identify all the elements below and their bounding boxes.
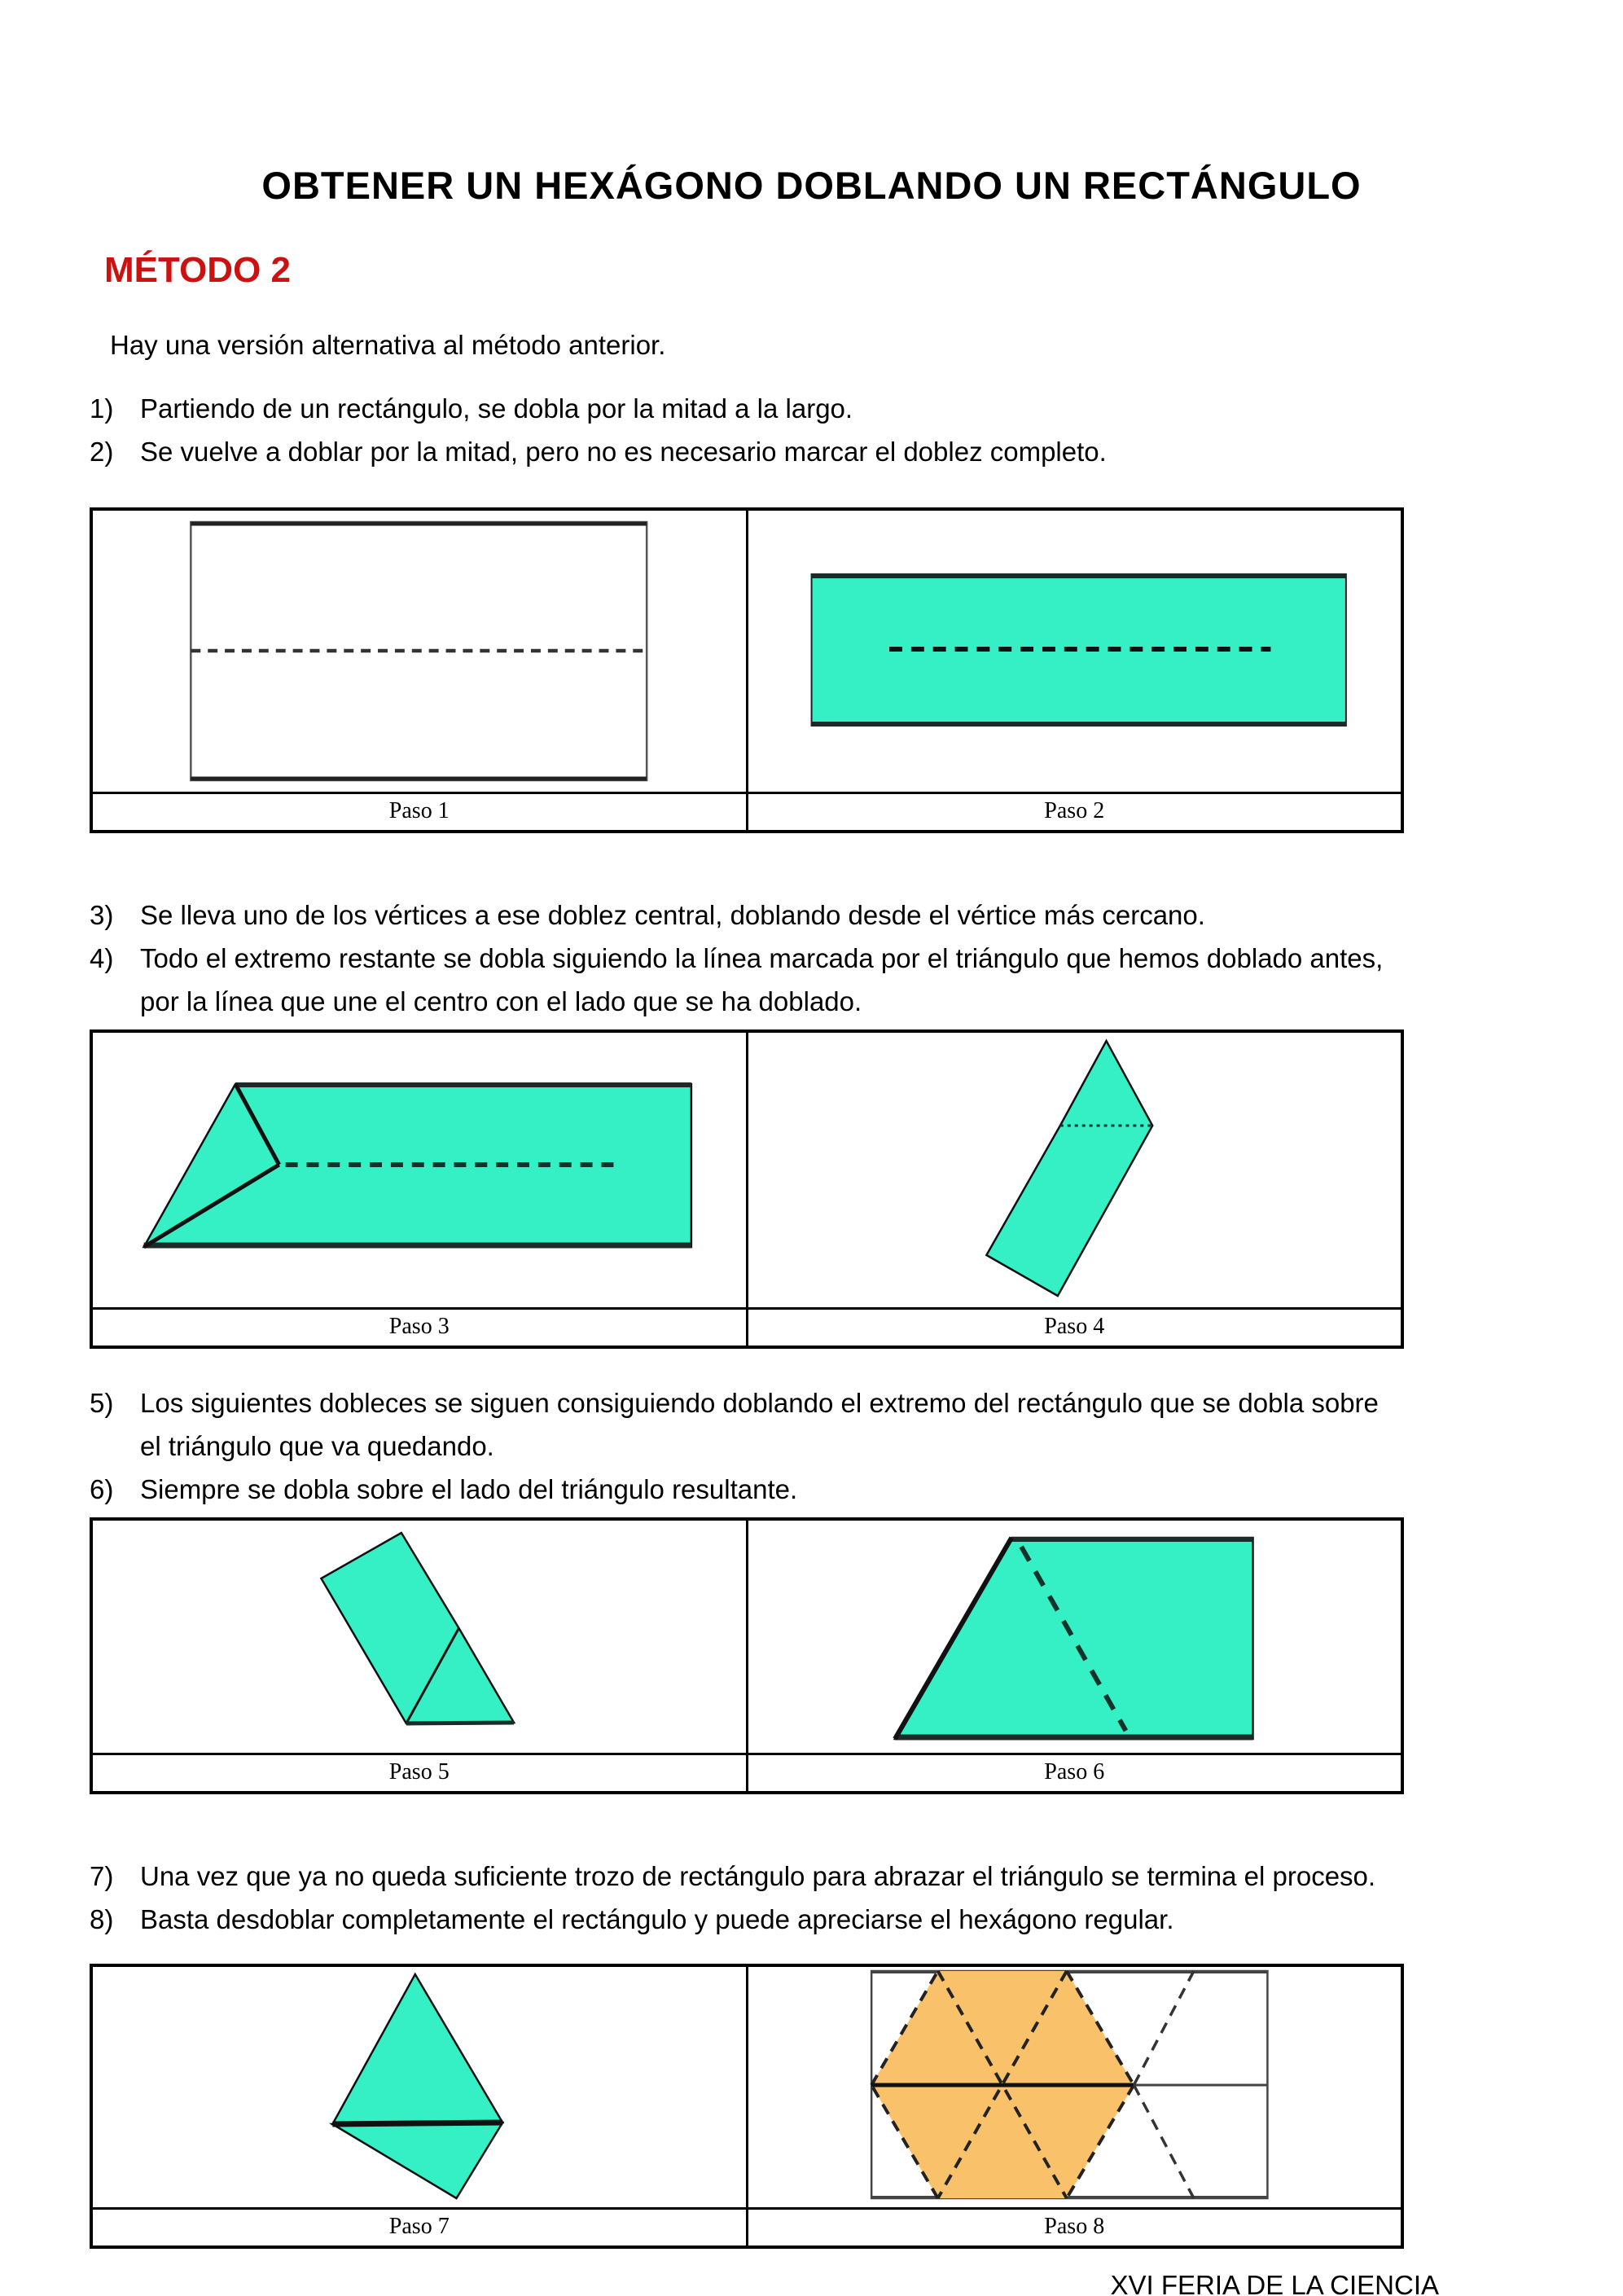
step-text: Se lleva uno de los vértices a ese doblez central, doblando desde el vértice más cercano. (140, 900, 1205, 930)
step-number: 5) (90, 1388, 114, 1418)
caption-row (93, 792, 1401, 830)
steps-1-2 (90, 387, 1533, 473)
caption-row (93, 2207, 1401, 2246)
final-triangle-lower-shape (332, 2123, 502, 2198)
figure-panel-paso-1 (93, 511, 746, 792)
step-text: Basta desdoblar completamente el rectángulo y puede apreciarse el hexágono regular. (140, 1904, 1174, 1934)
step-item-5 (90, 1381, 1533, 1468)
step-item-2 (90, 430, 1533, 473)
paso-4-drawing (748, 1033, 1401, 1307)
step-number: 8) (90, 1904, 114, 1934)
step-number: 6) (90, 1474, 114, 1504)
step-number: 7) (90, 1861, 114, 1891)
caption-paso-1: Paso 1 (388, 798, 450, 823)
step-number: 3) (90, 900, 114, 930)
steps-3-4 (90, 893, 1533, 1023)
paso-2-drawing (748, 511, 1401, 792)
step-item-6 (90, 1468, 1533, 1511)
caption-paso-5: Paso 5 (388, 1759, 450, 1785)
outer-fold-dashed-lower (1134, 2085, 1194, 2198)
outer-fold-dashed-upper (1134, 1971, 1194, 2085)
trapezoid-fold-shape (894, 1538, 1252, 1739)
caption-paso-4: Paso 4 (746, 1310, 1401, 1346)
caption-paso-6: Paso 6 (746, 1755, 1401, 1791)
paso-6-drawing (748, 1521, 1401, 1753)
step-number: 1) (90, 393, 114, 424)
paso-8-drawing (748, 1967, 1401, 2207)
paso-5-drawing (93, 1521, 746, 1753)
intro-text: Hay una versión alternativa al método anterior. (110, 330, 666, 360)
figure-panel-paso-8 (746, 1967, 1401, 2207)
figure-panel-paso-7 (93, 1967, 746, 2207)
caption-row (93, 1753, 1401, 1791)
figure-panel-paso-2 (746, 511, 1401, 792)
caption-paso-7: Paso 7 (388, 2214, 450, 2239)
folded-strip-with-triangle-shape (321, 1533, 514, 1723)
step-item-3 (90, 893, 1533, 937)
page-title: OBTENER UN HEXÁGONO DOBLANDO UN RECTÁNGULO (261, 164, 1362, 207)
paso-7-drawing (93, 1967, 746, 2207)
fold-divider-line (332, 2123, 502, 2124)
step-text: Partiendo de un rectángulo, se dobla por la mitad a la largo. (140, 393, 853, 424)
step-item-8 (90, 1898, 1533, 1941)
paso-3-drawing (93, 1033, 746, 1307)
final-triangle-upper-shape (332, 1974, 502, 2124)
caption-paso-8: Paso 8 (746, 2210, 1401, 2246)
paso-1-drawing (93, 511, 746, 792)
step-item-7 (90, 1855, 1533, 1898)
step-text: Siempre se dobla sobre el lado del triángulo resultante. (140, 1474, 798, 1504)
step-number: 4) (90, 943, 114, 973)
steps-7-8 (90, 1855, 1533, 1941)
figure-panel-paso-6 (746, 1521, 1401, 1753)
steps-5-6 (90, 1381, 1533, 1511)
caption-paso-2: Paso 2 (746, 794, 1401, 830)
step-text: Una vez que ya no queda suficiente trozo de rectángulo para abrazar el triángulo se termina el proceso. (140, 1861, 1376, 1891)
step-text: Los siguientes dobleces se siguen consiguiendo doblando el extremo del rectángulo que se dobla sobre el triángulo que va quedando. (140, 1388, 1379, 1461)
figure-box-2 (90, 1029, 1404, 1349)
caption-paso-3: Paso 3 (388, 1314, 450, 1339)
figure-box-3 (90, 1517, 1404, 1794)
figure-panel-paso-3 (93, 1033, 746, 1307)
step-number: 2) (90, 437, 114, 467)
step-item-1 (90, 387, 1533, 430)
caption-row (93, 1307, 1401, 1346)
step-text: Se vuelve a doblar por la mitad, pero no es necesario marcar el doblez completo. (140, 437, 1107, 467)
footer-credit: XVI FERIA DE LA CIENCIA (1110, 2270, 1439, 2296)
figure-box-4 (90, 1964, 1404, 2249)
method-heading: MÉTODO 2 (104, 250, 292, 290)
figure-panel-paso-4 (746, 1033, 1401, 1307)
step-text: Todo el extremo restante se dobla siguiendo la línea marcada por el triángulo que hemos doblado antes, por la línea que une el centro con el lado que se ha doblado. (140, 943, 1384, 1016)
tilted-folded-strip-shape (986, 1041, 1152, 1296)
step-item-4 (90, 937, 1533, 1023)
figure-panel-paso-5 (93, 1521, 746, 1753)
figure-box-1 (90, 507, 1404, 833)
